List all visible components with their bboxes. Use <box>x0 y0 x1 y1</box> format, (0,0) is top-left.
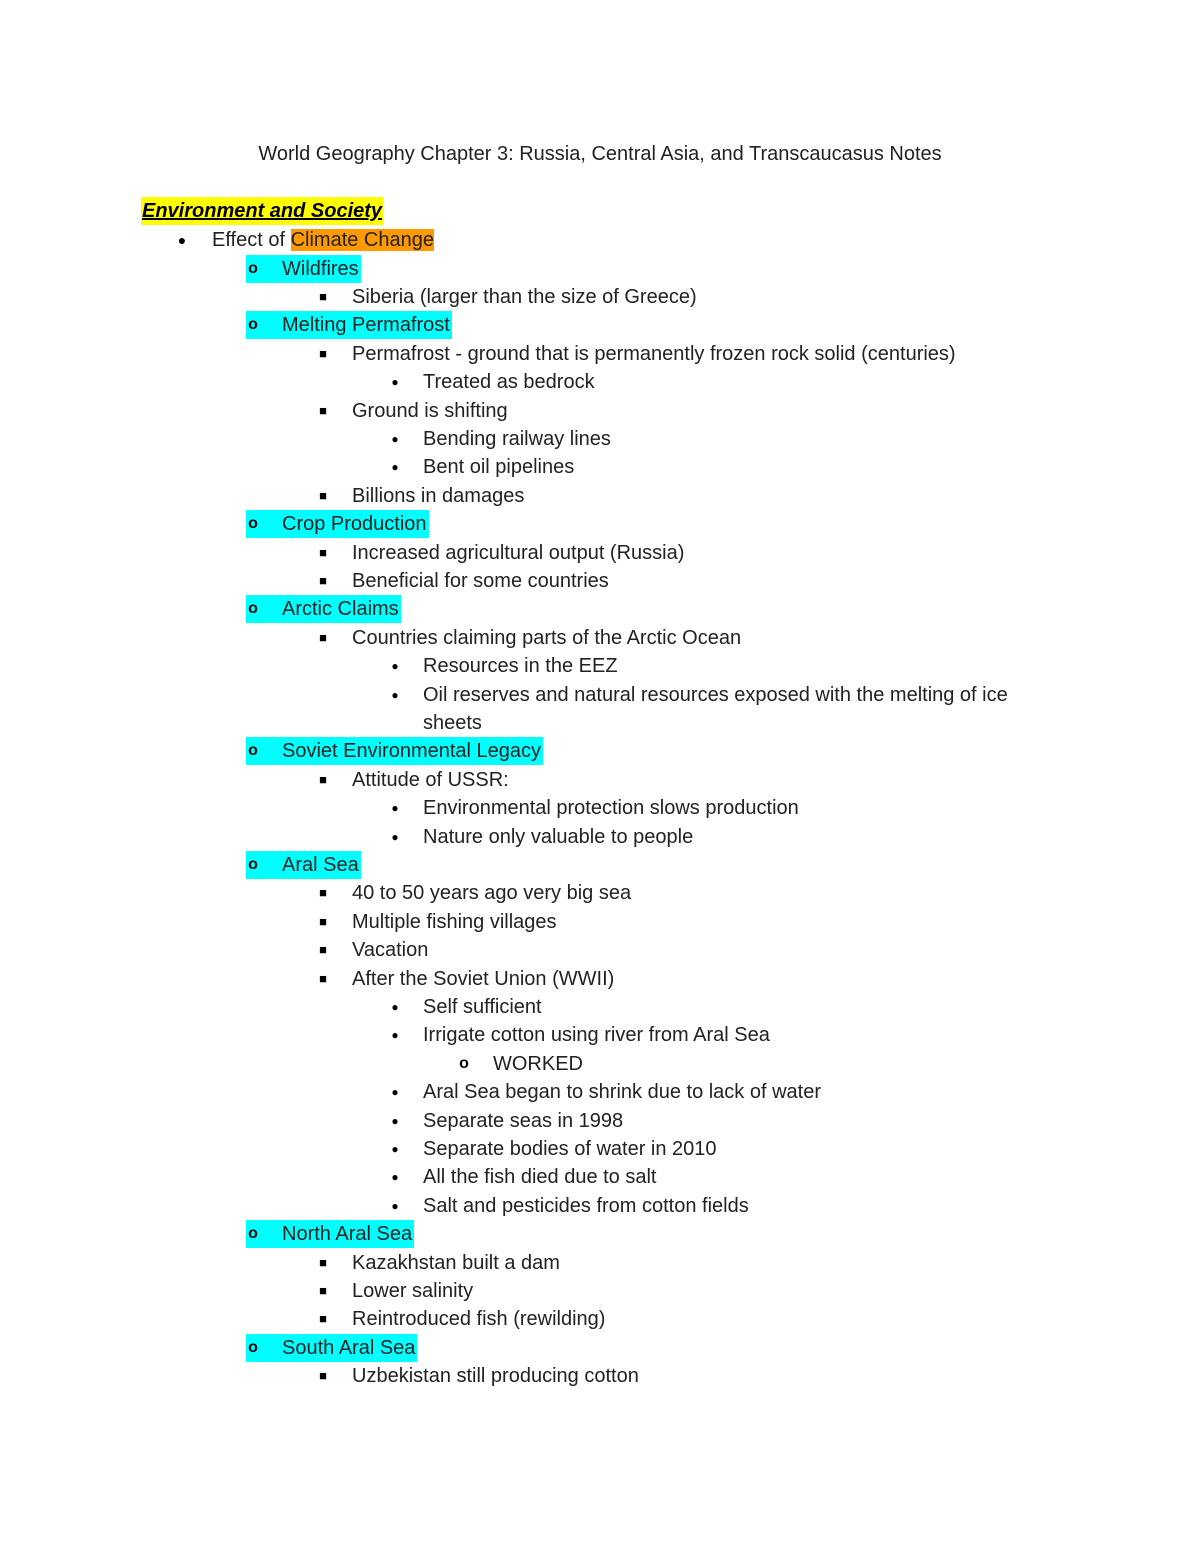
bullet-square-icon: ■ <box>319 1311 327 1327</box>
list-item-text: Self sufficient <box>423 995 542 1018</box>
bullet-square-icon: ■ <box>319 970 327 986</box>
list-item-text: Separate seas in 1998 <box>423 1109 624 1132</box>
list-item <box>0 1192 1200 1220</box>
list-item-text: sheets <box>423 711 482 734</box>
list-item <box>0 453 1200 481</box>
page-title: World Geography Chapter 3: Russia, Central Asia, and Transcaucasus Notes <box>258 143 942 165</box>
list-item <box>0 1135 1200 1163</box>
subtopic-item <box>0 1334 1200 1362</box>
bullet-square-icon: ■ <box>319 1368 327 1384</box>
list-item-text <box>212 226 434 254</box>
bullet-circle-icon: o <box>248 600 258 618</box>
bullet-disc-icon: ● <box>391 1085 399 1100</box>
bullet-square-icon: ■ <box>319 487 327 503</box>
list-item <box>0 567 1200 595</box>
subtopic-label: North Aral Sea <box>282 1223 413 1246</box>
bullet-square-icon: ■ <box>319 942 327 958</box>
bullet-disc-icon: ● <box>391 687 399 702</box>
list-item <box>0 709 1200 737</box>
list-item-text: Irrigate cotton using river from Aral Sea <box>423 1024 770 1047</box>
bullet-circle-icon: o <box>248 742 258 760</box>
list-item-text: Oil reserves and natural resources exposed with the melting of ice <box>423 683 1008 706</box>
list-item <box>0 397 1200 425</box>
list-item-text: Billions in damages <box>352 484 525 507</box>
list-item-text: Increased agricultural output (Russia) <box>352 541 685 564</box>
bullet-disc-icon: ● <box>391 829 399 844</box>
list-item-text: Siberia (larger than the size of Greece) <box>352 285 697 308</box>
list-item <box>0 936 1200 964</box>
list-item-text: Kazakhstan built a dam <box>352 1251 560 1274</box>
list-item-text: Beneficial for some countries <box>352 569 609 592</box>
bullet-disc-icon: ● <box>391 1170 399 1185</box>
bullet-disc-icon: ● <box>391 1198 399 1213</box>
bullet-circle-icon: o <box>248 316 258 334</box>
list-item <box>0 283 1200 311</box>
bullet-disc-icon: ● <box>391 1113 399 1128</box>
list-item <box>0 652 1200 680</box>
bullet-square-icon: ■ <box>319 885 327 901</box>
list-item <box>0 340 1200 368</box>
subtopic-item <box>0 737 1200 765</box>
subtopic-label: Wildfires <box>282 257 359 280</box>
subtopic-label: Melting Permafrost <box>282 314 450 337</box>
bullet-circle-icon: o <box>248 1225 258 1243</box>
list-item-text: All the fish died due to salt <box>423 1166 657 1189</box>
bullet-square-icon: ■ <box>319 771 327 787</box>
list-item <box>0 1305 1200 1333</box>
list-item <box>0 1277 1200 1305</box>
bullet-square-icon: ■ <box>319 288 327 304</box>
list-item <box>0 425 1200 453</box>
list-item <box>0 823 1200 851</box>
list-item <box>0 908 1200 936</box>
bullet-circle-icon: o <box>248 1338 258 1356</box>
list-item-text: Reintroduced fish (rewilding) <box>352 1308 606 1331</box>
list-item <box>0 993 1200 1021</box>
list-item-level1 <box>0 226 1200 254</box>
bullet-square-icon: ■ <box>319 402 327 418</box>
list-item-text: Treated as bedrock <box>423 371 595 394</box>
list-item-text: Separate bodies of water in 2010 <box>423 1137 717 1160</box>
subtopic-item <box>0 255 1200 283</box>
list-item <box>0 794 1200 822</box>
subtopic-label: Aral Sea <box>282 853 359 876</box>
subtopic-item <box>0 510 1200 538</box>
subtopic-label: Crop Production <box>282 513 427 536</box>
bullet-square-icon: ■ <box>319 1282 327 1298</box>
list-item <box>0 879 1200 907</box>
bullet-circle-icon: o <box>248 515 258 533</box>
list-item-text: Vacation <box>352 939 429 962</box>
list-item-text: Nature only valuable to people <box>423 825 694 848</box>
list-item <box>0 1249 1200 1277</box>
bullet-disc-icon: ● <box>391 659 399 674</box>
list-item-text: Bent oil pipelines <box>423 456 575 479</box>
list-item <box>0 766 1200 794</box>
subtopic-item <box>0 851 1200 879</box>
list-item-text: Aral Sea began to shrink due to lack of water <box>423 1081 822 1104</box>
section-heading: Environment and Society <box>141 197 383 225</box>
bullet-square-icon: ■ <box>319 1254 327 1270</box>
subtopic-label: Soviet Environmental Legacy <box>282 740 542 763</box>
list-item-text: After the Soviet Union (WWII) <box>352 967 615 990</box>
list-item-text: Attitude of USSR: <box>352 768 509 791</box>
list-item-text: WORKED <box>493 1052 583 1075</box>
bullet-circle-icon: o <box>459 1054 469 1072</box>
subtopic-label: South Aral Sea <box>282 1336 416 1359</box>
subtopic-item <box>0 595 1200 623</box>
list-item-text: Uzbekistan still producing cotton <box>352 1365 639 1388</box>
list-item <box>0 482 1200 510</box>
list-item-text: 40 to 50 years ago very big sea <box>352 882 632 905</box>
list-item <box>0 1050 1200 1078</box>
bullet-disc-icon: ● <box>391 1028 399 1043</box>
subtopic-item <box>0 311 1200 339</box>
bullet-disc-icon: ● <box>391 999 399 1014</box>
list-item-text: Ground is shifting <box>352 399 508 422</box>
list-item-text: Resources in the EEZ <box>423 655 618 678</box>
list-item <box>0 681 1200 709</box>
list-item <box>0 1021 1200 1049</box>
subtopic-item <box>0 1220 1200 1248</box>
bullet-disc-icon: ● <box>391 1141 399 1156</box>
list-item <box>0 1078 1200 1106</box>
list-item <box>0 539 1200 567</box>
list-item-prefix: Effect of <box>212 229 291 251</box>
bullet-square-icon: ■ <box>319 544 327 560</box>
list-item-text: Countries claiming parts of the Arctic Ocean <box>352 626 742 649</box>
list-item-text: Multiple fishing villages <box>352 910 557 933</box>
bullet-disc-icon: ● <box>391 375 399 390</box>
list-item-text: Environmental protection slows production <box>423 797 799 820</box>
list-item <box>0 965 1200 993</box>
bullet-square-icon: ■ <box>319 572 327 588</box>
bullet-disc-icon: ● <box>391 431 399 446</box>
bullet-disc-icon: ● <box>177 232 187 248</box>
list-item <box>0 1362 1200 1390</box>
bullet-disc-icon: ● <box>391 460 399 475</box>
bullet-circle-icon: o <box>248 259 258 277</box>
list-item <box>0 1107 1200 1135</box>
list-item-text: Lower salinity <box>352 1279 474 1302</box>
list-item-text: Permafrost - ground that is permanently frozen rock solid (centuries) <box>352 342 956 365</box>
subtopic-label: Arctic Claims <box>282 598 399 621</box>
list-item <box>0 1163 1200 1191</box>
bullet-square-icon: ■ <box>319 913 327 929</box>
list-item <box>0 624 1200 652</box>
list-item-text: Salt and pesticides from cotton fields <box>423 1194 749 1217</box>
list-item <box>0 368 1200 396</box>
bullet-square-icon: ■ <box>319 629 327 645</box>
bullet-disc-icon: ● <box>391 801 399 816</box>
bullet-square-icon: ■ <box>319 345 327 361</box>
climate-change-highlight: Climate Change <box>290 229 434 251</box>
bullet-circle-icon: o <box>248 855 258 873</box>
list-item-text: Bending railway lines <box>423 427 611 450</box>
